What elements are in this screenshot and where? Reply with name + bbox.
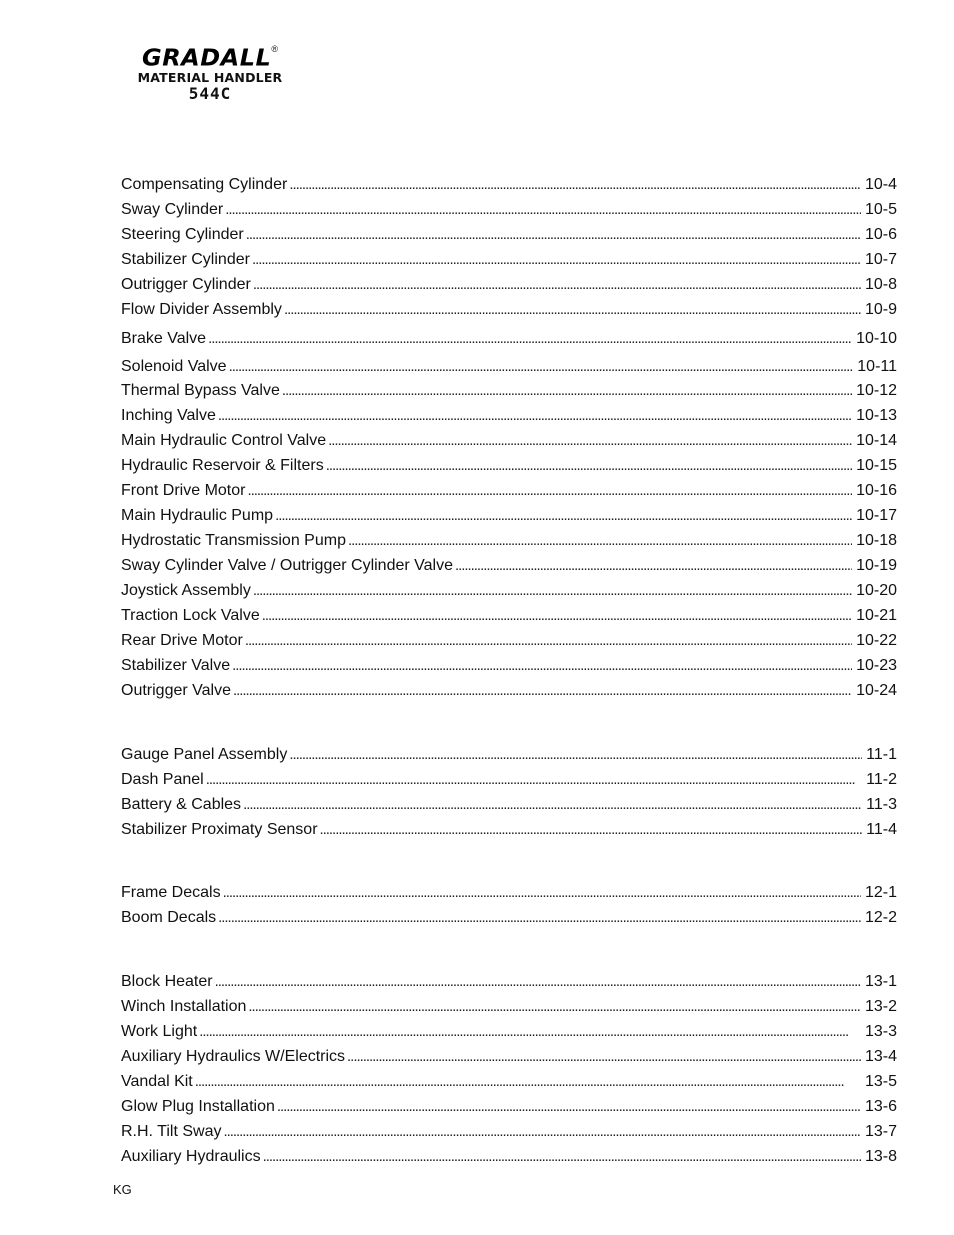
toc-entry[interactable] [121, 506, 897, 526]
toc-entry-title: Glow Plug Installation [121, 1098, 275, 1115]
toc-entry-title: Outrigger Valve [121, 682, 231, 699]
toc-entry-page: 10-10 [856, 330, 897, 347]
toc-entry[interactable] [121, 329, 897, 349]
toc-entry-page: 13-7 [864, 1123, 897, 1140]
toc-entry-page: 11-1 [866, 746, 897, 763]
dot-leader [206, 770, 862, 790]
toc-entry-page: 10-13 [856, 407, 897, 424]
toc-entry-title: Hydraulic Reservoir & Filters [121, 457, 324, 474]
toc-entry-page: 10-4 [864, 176, 897, 193]
toc-entry[interactable] [121, 820, 897, 840]
dot-leader [284, 300, 861, 320]
toc-entry[interactable] [121, 200, 897, 220]
toc-entry[interactable] [121, 225, 897, 245]
toc-entry-title: Work Light [121, 1023, 198, 1040]
toc-entry-page: 10-24 [856, 682, 897, 699]
brand-logo [110, 44, 310, 72]
dot-leader [199, 1022, 861, 1042]
toc-entry-title: Auxiliary Hydraulics [121, 1148, 261, 1165]
dot-leader [248, 997, 861, 1017]
toc-entry-title: Boom Decals [121, 909, 217, 926]
toc-entry-title: Joystick Assembly [121, 582, 251, 599]
toc-entry-title: Block Heater [121, 973, 213, 990]
dot-leader [252, 250, 861, 270]
dot-leader [208, 329, 852, 349]
toc-entry-page: 10-23 [856, 657, 897, 674]
toc-entry-page: 10-14 [856, 432, 897, 449]
toc-entry-page: 11-3 [866, 796, 897, 813]
toc-entry[interactable] [121, 431, 897, 451]
toc-entry[interactable] [121, 681, 897, 701]
toc-entry[interactable] [121, 250, 897, 270]
document-header [110, 44, 310, 103]
toc-entry-title: Main Hydraulic Control Valve [121, 432, 327, 449]
model-number: 544C [188, 84, 232, 103]
toc-entry[interactable] [121, 1097, 897, 1117]
dot-leader [247, 481, 852, 501]
dot-leader [195, 1072, 861, 1092]
dot-leader [275, 506, 852, 526]
toc-entry[interactable] [121, 1147, 897, 1167]
toc-entry-title: Gauge Panel Assembly [121, 746, 288, 763]
dot-leader [320, 820, 863, 840]
dot-leader [253, 275, 861, 295]
toc-entry[interactable] [121, 745, 897, 765]
dot-leader [289, 745, 862, 765]
toc-entry-page: 13-5 [864, 1073, 897, 1090]
toc-entry-title: Stabilizer Cylinder [121, 251, 250, 268]
toc-entry-title: Stabilizer Proximaty Sensor [121, 821, 318, 838]
toc-entry-page: 10-20 [856, 582, 897, 599]
toc-entry-page: 13-2 [864, 998, 897, 1015]
toc-entry[interactable] [121, 556, 897, 576]
dot-leader [328, 431, 852, 451]
toc-entry[interactable] [121, 357, 897, 377]
dot-leader [263, 1147, 861, 1167]
toc-entry[interactable] [121, 908, 897, 928]
toc-entry-page: 13-1 [864, 973, 897, 990]
toc-entry-title: Sway Cylinder [121, 201, 224, 218]
toc-entry[interactable] [121, 631, 897, 651]
toc-entry-page: 10-15 [856, 457, 897, 474]
toc-entry-title: R.H. Tilt Sway [121, 1123, 222, 1140]
toc-entry-page: 13-4 [864, 1048, 897, 1065]
dot-leader [233, 681, 852, 701]
toc-entry-page: 11-2 [866, 771, 897, 788]
toc-entry-page: 12-2 [864, 909, 897, 926]
toc-entry-title: Hydrostatic Transmission Pump [121, 532, 346, 549]
dot-leader [347, 1047, 861, 1067]
dot-leader [215, 972, 861, 992]
dot-leader [225, 200, 861, 220]
dot-leader [229, 357, 854, 377]
toc-entry[interactable] [121, 656, 897, 676]
toc-entry-title: Outrigger Cylinder [121, 276, 251, 293]
toc-entry-title: Inching Valve [121, 407, 216, 424]
toc-entry[interactable] [121, 1047, 897, 1067]
toc-entry[interactable] [121, 406, 897, 426]
toc-entry[interactable] [121, 997, 897, 1017]
toc-entry-page: 10-19 [856, 557, 897, 574]
toc-entry[interactable] [121, 1122, 897, 1142]
toc-entry-page: 10-5 [864, 201, 897, 218]
footer-code: KG [113, 1182, 132, 1197]
toc-entry-page: 13-8 [864, 1148, 897, 1165]
toc-entry-page: 10-11 [857, 358, 897, 375]
dot-leader [455, 556, 852, 576]
toc-entry[interactable] [121, 606, 897, 626]
dot-leader [326, 456, 852, 476]
toc-entry-title: Sway Cylinder Valve / Outrigger Cylinder Valve [121, 557, 453, 574]
toc-entry-title: Rear Drive Motor [121, 632, 243, 649]
toc-entry-title: Front Drive Motor [121, 482, 246, 499]
toc-entry[interactable] [121, 481, 897, 501]
toc-entry-page: 10-8 [864, 276, 897, 293]
dot-leader [223, 1122, 861, 1142]
toc-entry-title: Solenoid Valve [121, 358, 227, 375]
dot-leader [253, 581, 852, 601]
registered-mark: ® [271, 44, 278, 54]
toc-entry-page: 10-16 [856, 482, 897, 499]
toc-entry-title: Brake Valve [121, 330, 207, 347]
toc-entry[interactable] [121, 531, 897, 551]
toc-entry[interactable] [121, 972, 897, 992]
toc-entry-page: 10-21 [856, 607, 897, 624]
dot-leader [289, 175, 861, 195]
toc-entry-title: Vandal Kit [121, 1073, 193, 1090]
dot-leader [262, 606, 852, 626]
toc-entry-page: 10-6 [864, 226, 897, 243]
toc-entry[interactable] [121, 175, 897, 195]
toc-entry-page: 11-4 [866, 821, 897, 838]
dot-leader [245, 631, 852, 651]
dot-leader [348, 531, 852, 551]
document-subtitle: MATERIAL HANDLER [137, 70, 283, 85]
toc-entry-title: Stabilizer Valve [121, 657, 231, 674]
dot-leader [282, 381, 852, 401]
toc-entry-title: Flow Divider Assembly [121, 301, 282, 318]
toc-entry-page: 13-3 [864, 1023, 897, 1040]
toc-entry-page: 10-17 [856, 507, 897, 524]
toc-entry-title: Traction Lock Valve [121, 607, 260, 624]
toc-entry[interactable] [121, 275, 897, 295]
toc-entry-page: 10-22 [856, 632, 897, 649]
dot-leader [243, 795, 862, 815]
toc-entry[interactable] [121, 795, 897, 815]
toc-entry[interactable] [121, 883, 897, 903]
toc-entry[interactable] [121, 770, 897, 790]
toc-entry[interactable] [121, 456, 897, 476]
toc-entry[interactable] [121, 1022, 897, 1042]
toc-entry[interactable] [121, 381, 897, 401]
toc-entry[interactable] [121, 1072, 897, 1092]
brand-name: GRADALL [142, 44, 272, 72]
toc-entry-page: 10-18 [856, 532, 897, 549]
toc-entry-page: 10-12 [856, 382, 897, 399]
toc-entry-title: Dash Panel [121, 771, 204, 788]
toc-entry-title: Steering Cylinder [121, 226, 244, 243]
toc-entry-title: Battery & Cables [121, 796, 242, 813]
toc-entry-title: Auxiliary Hydraulics W/Electrics [121, 1048, 346, 1065]
toc-entry-title: Winch Installation [121, 998, 247, 1015]
toc-entry-title: Main Hydraulic Pump [121, 507, 274, 524]
dot-leader [218, 406, 852, 426]
toc-entry-title: Frame Decals [121, 884, 221, 901]
dot-leader [246, 225, 861, 245]
toc-entry-page: 12-1 [864, 884, 897, 901]
toc-entry-title: Compensating Cylinder [121, 176, 288, 193]
dot-leader [223, 883, 861, 903]
toc-entry-page: 13-6 [864, 1098, 897, 1115]
dot-leader [232, 656, 852, 676]
toc-entry-title: Thermal Bypass Valve [121, 382, 280, 399]
toc-entry[interactable] [121, 300, 897, 320]
toc-entry-page: 10-7 [864, 251, 897, 268]
toc-entry[interactable] [121, 581, 897, 601]
toc-entry-page: 10-9 [864, 301, 897, 318]
dot-leader [218, 908, 861, 928]
dot-leader [277, 1097, 861, 1117]
